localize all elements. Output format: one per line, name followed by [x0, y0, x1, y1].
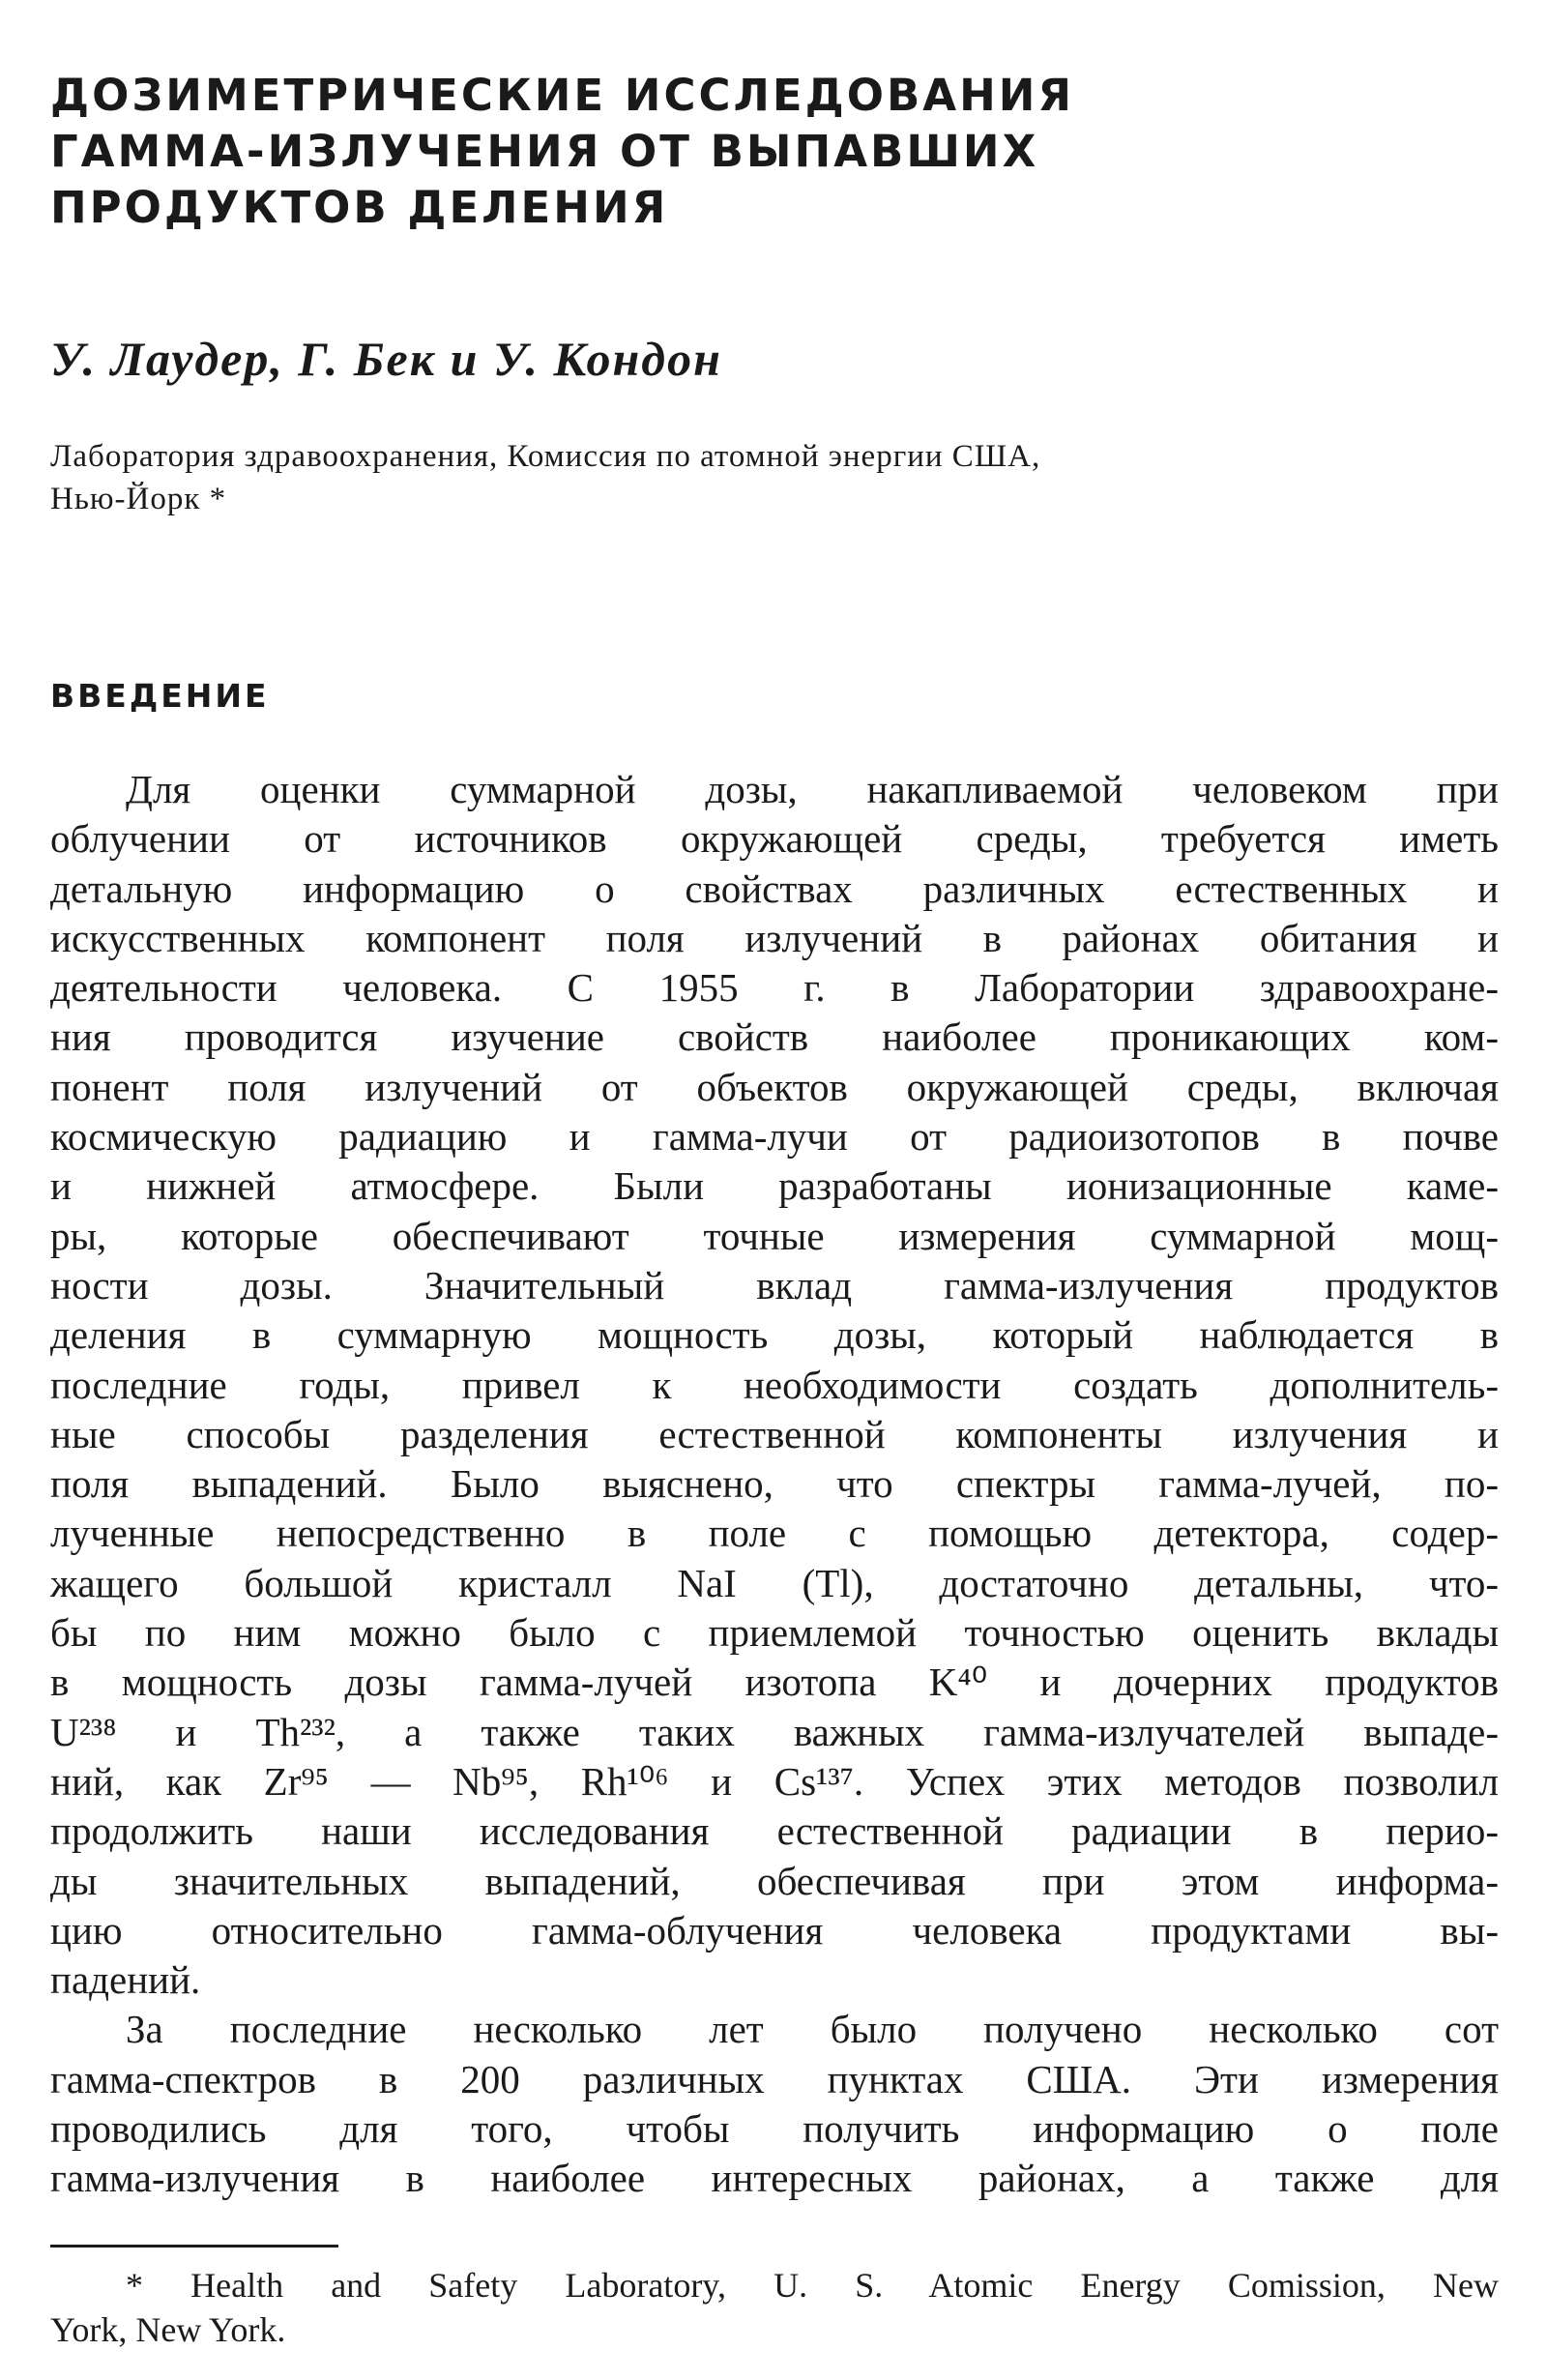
text-line: детальную информацию о свойствах различных естественных и — [50, 866, 1499, 911]
text-line: жащего большой кристалл NaI (Tl), достаточно детальны, что- — [50, 1560, 1499, 1605]
text-line: гамма-спектров в 200 различных пунктах США. Эти измерения — [50, 2056, 1499, 2101]
text-line: поля выпадений. Было выяснено, что спектры гамма-лучей, по- — [50, 1461, 1499, 1507]
text-line: ные способы разделения естественной компоненты излучения и — [50, 1411, 1499, 1456]
footnote-line: York, New York. — [50, 2309, 286, 2349]
text-line: ния проводится изучение свойств наиболее проникающих ком- — [50, 1014, 1499, 1060]
text-line: падений. — [50, 1957, 201, 2003]
affiliation-line: Лаборатория здравоохранения, Комиссия по атомной энергии США, — [50, 439, 1041, 474]
text-line: понент поля излучений от объектов окружающей среды, включая — [50, 1064, 1499, 1109]
text-line: деятельности человека. С 1955 г. в Лаборатории здравоохране- — [50, 965, 1499, 1011]
text-line: лученные непосредственно в поле с помощью детектора, содер- — [50, 1511, 1499, 1556]
affiliation-line: Нью-Йорк * — [50, 482, 227, 516]
footnote-divider — [50, 2245, 338, 2248]
authors: У. Лаудер, Г. Бек и У. Кондон — [50, 332, 722, 386]
text-line: продолжить наши исследования естественной радиации в перио- — [50, 1808, 1499, 1854]
text-line: в мощность дозы гамма-лучей изотопа K⁴⁰ и дочерних продуктов — [50, 1660, 1499, 1705]
title-line: ПРОДУКТОВ ДЕЛЕНИЯ — [50, 182, 669, 233]
text-line: За последние несколько лет было получено несколько сот — [126, 2007, 1499, 2052]
text-line: облучении от источников окружающей среды, требуется иметь — [50, 816, 1499, 862]
text-line: космическую радиацию и гамма-лучи от радиоизотопов в почве — [50, 1114, 1499, 1160]
text-line: ний, как Zr⁹⁵ — Nb⁹⁵, Rh¹⁰⁶ и Cs¹³⁷. Успех этих методов позволил — [50, 1758, 1499, 1804]
text-line: ности дозы. Значительный вклад гамма-излучения продуктов — [50, 1262, 1499, 1308]
article-body — [50, 765, 1499, 2204]
article-title — [50, 68, 1499, 236]
text-line: и нижней атмосфере. Были разработаны ионизационные каме- — [50, 1163, 1499, 1209]
title-line: ГАММА-ИЗЛУЧЕНИЯ ОТ ВЫПАВШИХ — [50, 126, 1039, 177]
text-line: ды значительных выпадений, обеспечивая при этом информа- — [50, 1858, 1499, 1903]
title-line: ДОЗИМЕТРИЧЕСКИЕ ИССЛЕДОВАНИЯ — [50, 70, 1075, 121]
text-line: Для оценки суммарной дозы, накапливаемой человеком при — [126, 767, 1499, 811]
text-line: ры, которые обеспечивают точные измерения суммарной мощ- — [50, 1213, 1499, 1258]
section-heading: ВВЕДЕНИЕ — [50, 677, 270, 715]
text-line: цию относительно гамма-облучения человека продуктами вы- — [50, 1907, 1499, 1953]
text-line: гамма-излучения в наиболее интересных районах, а также для — [50, 2156, 1499, 2201]
text-line: искусственных компонент поля излучений в районах обитания и — [50, 915, 1499, 960]
paragraph-2 — [50, 2005, 1499, 2203]
affiliation — [50, 435, 1499, 520]
footnote-line: * Health and Safety Laboratory, U. S. Atomic Energy Comission, New — [126, 2265, 1499, 2305]
text-line: бы по ним можно было с приемлемой точностью оценить вклады — [50, 1610, 1499, 1656]
text-line: последние годы, привел к необходимости создать дополнитель- — [50, 1362, 1499, 1407]
paragraph-1 — [50, 765, 1499, 2005]
text-line: U²³⁸ и Th²³², а также таких важных гамма-излучателей выпаде- — [50, 1709, 1499, 1754]
footnote — [50, 2263, 1499, 2352]
text-line: деления в суммарную мощность дозы, который наблюдается в — [50, 1312, 1499, 1358]
article-page — [50, 68, 1499, 2352]
text-line: проводились для того, чтобы получить информацию о поле — [50, 2106, 1499, 2152]
